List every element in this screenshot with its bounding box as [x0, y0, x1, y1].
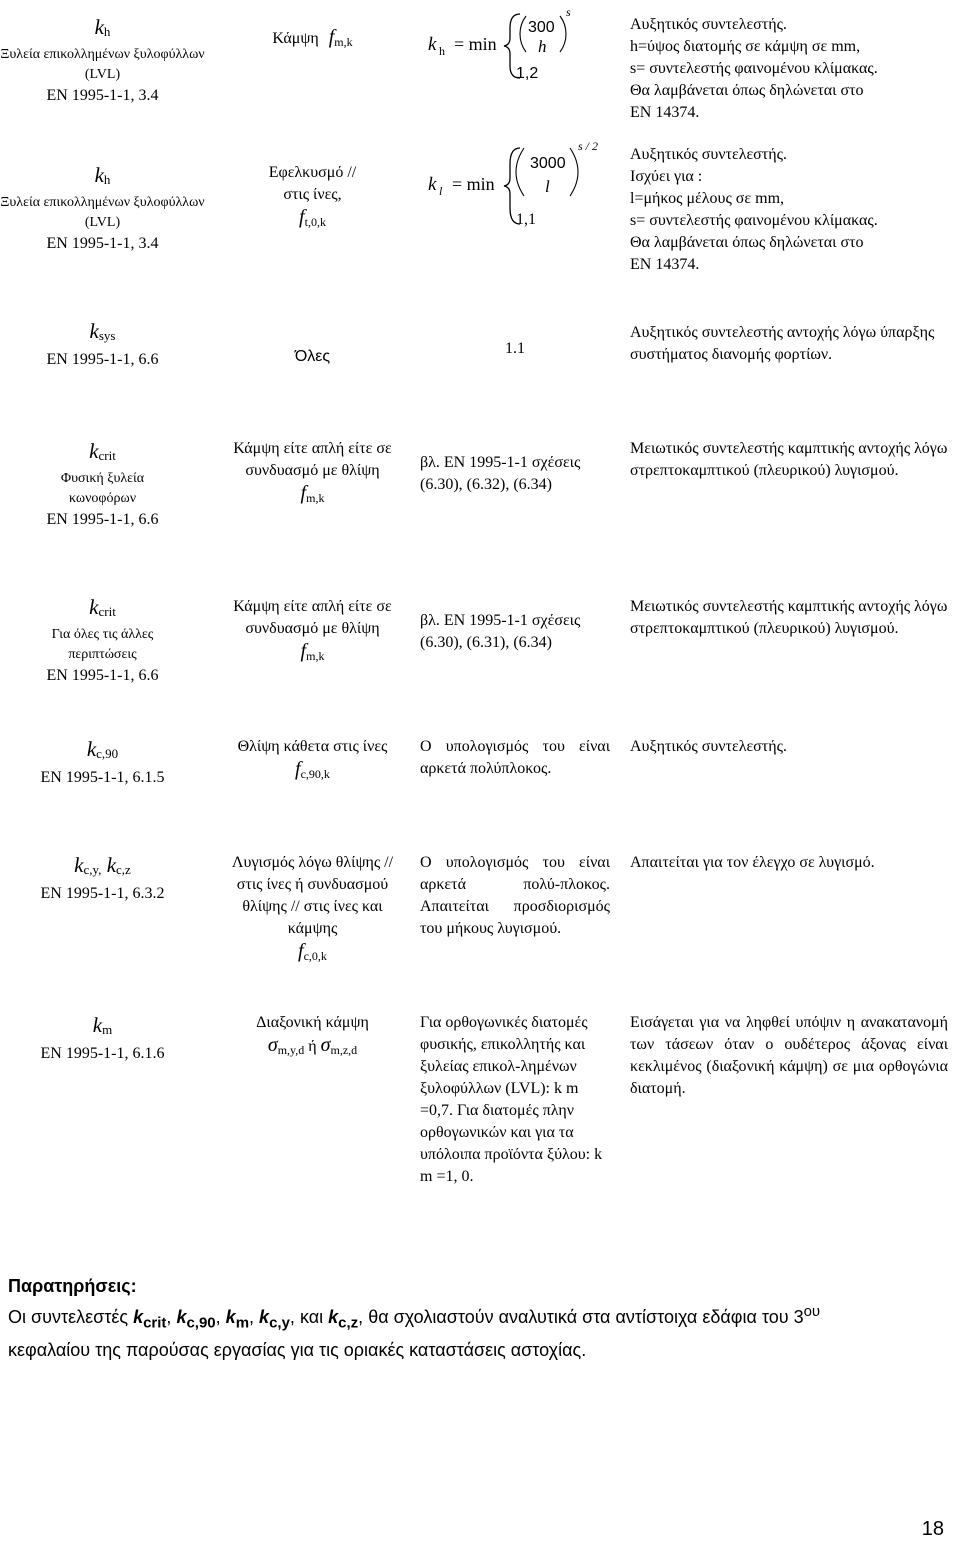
coef-symbol: k [86, 737, 97, 761]
coef-symbol: k [92, 1013, 103, 1037]
notes-text: Μειωτικός συντελεστής καμπτικής αντοχής λόγω στρεπτοκαμπτικού (πλευρικού) λυγισμού. [630, 440, 948, 479]
coef-subscript: sys [98, 328, 116, 343]
value-cell [420, 852, 610, 940]
remarks-line-1: Οι συντελεστές $k_{crit}$, $k_{c,90}$, $k_m$, $k_{c,y}$, και $k_{c,z}$, θα σχολιαστούν αναλυτικά στα αντίστοιχα εδάφια του $3^{o\upsilon}$ [8, 1303, 821, 1332]
action-cell [215, 346, 410, 368]
note-line: Ισχύει για : [630, 168, 703, 185]
formula-alternative: 1,2 [516, 65, 539, 82]
material-title: Ξυλεία επικολλημένων ξυλοφύλλων (LVL) [0, 47, 205, 82]
action-cell [215, 26, 410, 53]
strength-subscript: c,0,k [303, 949, 327, 963]
remarks-title: Παρατηρήσεις: [8, 1276, 137, 1296]
note-line: s= συντελεστής φαινομένου κλίμακας. [630, 212, 878, 229]
value-text: βλ. EN 1995-1-1 σχέσεις (6.30), (6.32), (6.34) [420, 454, 581, 493]
material-title: Φυσική ξυλεία κωνοφόρων [60, 471, 145, 506]
action-text: Όλες [294, 348, 331, 365]
strength-symbol: f [299, 206, 305, 228]
formula-exponent: s / 2 [578, 140, 599, 153]
formula-numerator: 3000 [530, 155, 566, 172]
symbol-cell [0, 162, 205, 255]
action-cell [215, 852, 410, 967]
code-reference: EN 1995-1-1, 6.6 [46, 351, 159, 368]
action-cell [215, 438, 410, 509]
code-reference: EN 1995-1-1, 6.6 [46, 667, 159, 684]
symbol-cell [0, 1012, 205, 1065]
note-line: Θα λαμβάνεται όπως δηλώνεται στο [630, 82, 864, 99]
action-text: Θλίψη κάθετα στις ίνες [237, 738, 388, 755]
notes-cell [630, 1012, 948, 1100]
left-paren [520, 16, 526, 52]
symbol-cell [0, 318, 205, 371]
value-text: Ο υπολογισμός του είναι αρκετά πολύ-πλοκος. Απαιτείται προσδιορισμός του μήκους λυγισμού. [420, 854, 610, 937]
kh-formula [420, 6, 620, 86]
coef-subscript: m [102, 1022, 113, 1037]
formula-exponent: s [566, 6, 571, 19]
note-line: EN 14374. [630, 256, 700, 273]
formula-lhs-sub: l [439, 184, 443, 198]
code-reference: EN 1995-1-1, 3.4 [46, 235, 159, 252]
coef-symbol: k [89, 595, 99, 619]
formula-lhs: k [428, 34, 437, 55]
strength-subscript: m,k [306, 649, 325, 663]
note-line: Αυξητικός συντελεστής. [630, 146, 787, 163]
formula-denominator: h [538, 37, 547, 56]
formula-lhs: k [428, 174, 437, 195]
value-text: Για ορθογωνικές διατομές φυσικής, επικολλητής και ξυλείας επικολ-λημένων ξυλοφύλλων (LVL): k m =0,7. Για διατομές πλην ορθογωνικών και για τα υπόλοιπα προϊόντα ξύλου: k m =1, 0. [420, 1014, 603, 1185]
value-cell [420, 610, 600, 654]
code-reference: EN 1995-1-1, 3.4 [46, 87, 159, 104]
code-reference: EN 1995-1-1, 6.1.5 [40, 769, 165, 786]
formula-eq: = min [452, 174, 495, 194]
right-paren [560, 16, 566, 52]
material-title: Ξυλεία επικολλημένων ξυλοφύλλων (LVL) [0, 195, 205, 230]
action-text: Εφελκυσμό // στις ίνες, [268, 164, 357, 203]
action-text: Λυγισμός λόγω θλίψης //στις ίνες ή συνδυασμού θλίψης // στις ίνες και κάμψης [231, 854, 394, 937]
remarks-line-2: κεφαλαίου της παρούσας εργασίας για τις οριακές καταστάσεις αστοχίας. [8, 1339, 587, 1360]
note-line: Θα λαμβάνεται όπως δηλώνεται στο [630, 234, 864, 251]
coef-subscript: c,y, [83, 862, 102, 877]
strength-symbol: f [298, 940, 304, 962]
value-text: βλ. EN 1995-1-1 σχέσεις (6.30), (6.31), (6.34) [420, 612, 581, 651]
action-text: Διαξονική κάμψη [256, 1014, 369, 1031]
coef-symbol: k [89, 319, 99, 343]
coef-symbol: k [94, 15, 104, 39]
coef-subscript: h [103, 24, 111, 39]
action-cell [215, 596, 410, 667]
notes-cell [630, 144, 948, 276]
note-line: l=μήκος μέλους σε mm, [630, 190, 785, 207]
strength-symbol: f [300, 482, 307, 504]
formula-eq: = min [454, 34, 497, 54]
action-text: Κάμψη είτε απλή είτε σε συνδυασμό με θλίψη [233, 598, 392, 637]
sigma-symbol: σ [267, 1034, 278, 1056]
action-text: Κάμψη είτε απλή είτε σε συνδυασμό με θλίψη [233, 440, 392, 479]
coef-symbol-2: k [106, 853, 117, 877]
note-line: Αυξητικός συντελεστής. [630, 16, 787, 33]
notes-cell [630, 596, 948, 640]
strength-symbol: f [300, 640, 307, 662]
action-cell [215, 1012, 410, 1061]
right-paren [570, 148, 578, 196]
coef-subscript: c,90 [96, 746, 119, 761]
sigma-subscript: m,y,d [277, 1043, 305, 1057]
symbol-cell [0, 852, 205, 905]
notes-text: Απαιτείται για τον έλεγχο σε λυγισμό. [630, 854, 875, 871]
value-cell [420, 452, 600, 496]
coef-subscript: h [103, 172, 111, 187]
action-cell [215, 736, 410, 785]
notes-text: Εισάγεται για να ληφθεί υπόψιν η ανακατανομή των τάσεων όταν ο ουδέτερος άξονας είναι κεκλιμένος (διαξονική κάμψη) σε μια ορθογώνια διατομή. [630, 1014, 948, 1097]
value-text: Ο υπολογισμός του είναι αρκετά πολύπλοκος. [420, 738, 610, 777]
coef-symbol: k [94, 163, 104, 187]
note-line: s= συντελεστής φαινομένου κλίμακας. [630, 60, 878, 77]
formula-numerator: 300 [528, 19, 555, 36]
value-cell [420, 736, 610, 780]
strength-subscript: c,90,k [300, 767, 330, 781]
sigma-subscript-2: m,z,d [330, 1043, 358, 1057]
symbol-cell [0, 736, 205, 789]
remarks-section [8, 1273, 948, 1363]
notes-text: Αυξητικός συντελεστής. [630, 738, 787, 755]
note-line: EN 14374. [630, 104, 700, 121]
value-text: 1.1 [505, 340, 525, 357]
notes-cell [630, 852, 948, 874]
coef-symbol: k [74, 853, 84, 877]
value-cell [420, 1012, 610, 1188]
left-paren [516, 148, 524, 196]
sigma-or: ή [308, 1038, 317, 1055]
notes-text: Αυξητικός συντελεστής αντοχής λόγω ύπαρξης συστήματος διανομής φορτίων. [630, 324, 935, 363]
code-reference: EN 1995-1-1, 6.1.6 [40, 1045, 165, 1062]
code-reference: EN 1995-1-1, 6.3.2 [40, 885, 165, 902]
strength-subscript: m,k [334, 35, 353, 49]
symbol-cell [0, 438, 205, 531]
notes-text: Μειωτικός συντελεστής καμπτικής αντοχής λόγω στρεπτοκαμπτικού (πλευρικού) λυγισμού. [630, 598, 948, 637]
strength-symbol: f [295, 758, 301, 780]
strength-subscript: m,k [306, 491, 325, 505]
material-title: Για όλες τις άλλες περιπτώσεις [51, 627, 154, 662]
strength-symbol: f [328, 26, 335, 48]
action-cell [215, 162, 410, 233]
action-text: Κάμψη [272, 30, 319, 47]
notes-cell [630, 438, 948, 482]
coef-symbol: k [89, 439, 99, 463]
notes-cell [630, 14, 948, 124]
formula-denominator: l [545, 177, 550, 196]
formula-lhs-sub: h [439, 44, 445, 58]
formula-alternative: 1,1 [516, 211, 536, 228]
coef-subscript-2: c,z [116, 862, 131, 877]
kl-formula [420, 140, 620, 230]
strength-subscript: t,0,k [304, 215, 326, 229]
coef-subscript: crit [98, 448, 116, 463]
symbol-cell [0, 14, 205, 107]
code-reference: EN 1995-1-1, 6.6 [46, 511, 159, 528]
sigma-symbol-2: σ [320, 1034, 331, 1056]
symbol-cell [0, 594, 205, 687]
notes-cell [630, 736, 948, 758]
page-number: 18 [921, 1518, 944, 1540]
coef-subscript: crit [98, 604, 116, 619]
note-line: h=ύψος διατομής σε κάμψη σε mm, [630, 38, 861, 55]
notes-cell [630, 322, 948, 366]
